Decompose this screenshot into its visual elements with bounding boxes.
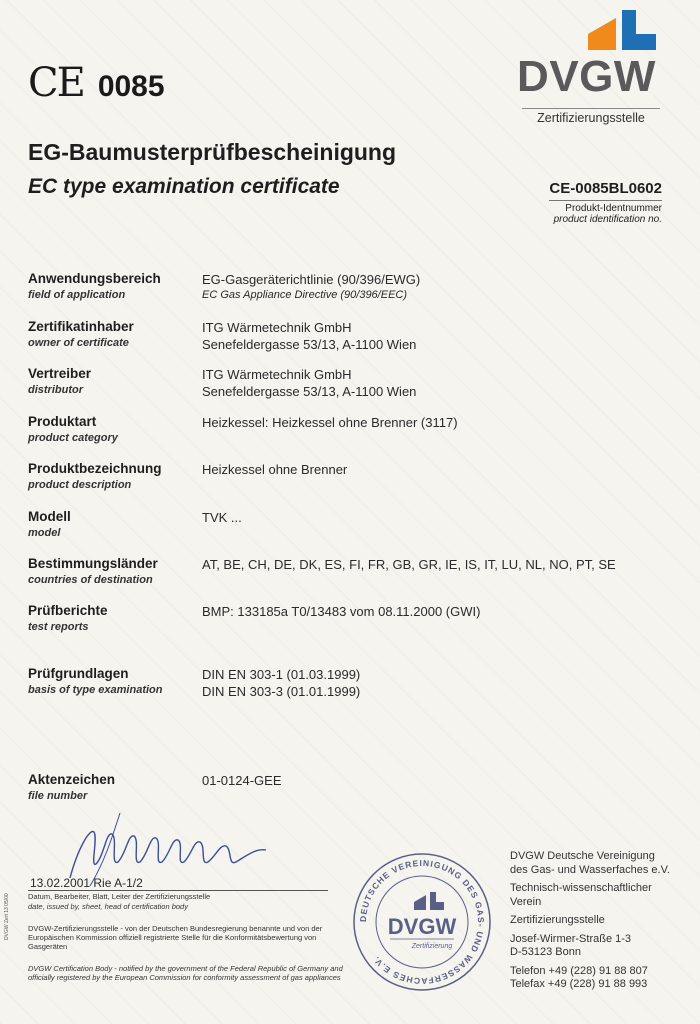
field-value: TVK ... <box>202 510 242 525</box>
field-label-en: test reports <box>28 621 89 633</box>
side-code: DVGW Zert 13 05/00 <box>4 893 10 940</box>
product-id-label-en: product identification no. <box>553 214 662 225</box>
footnote-english: DVGW Certification Body - notified by the government of the Federal Republic of Germany and officially registered by the European Commission for conformity assessment of gas appliances <box>28 964 343 982</box>
product-id-block <box>549 180 662 225</box>
field-value <box>202 319 416 353</box>
field-label-en: field of application <box>28 289 126 301</box>
product-id-code: CE-0085BL0602 <box>549 180 662 197</box>
field-value: Heizkessel: Heizkessel ohne Brenner (3117) <box>202 415 458 430</box>
stamp-logo-text: DVGW <box>387 914 457 939</box>
field-value: Heizkessel ohne Brenner <box>202 462 348 477</box>
field-label-en: basis of type examination <box>28 684 163 696</box>
value-line: Senefeldergasse 53/13, A-1100 Wien <box>202 337 417 352</box>
field-label-en: model <box>28 527 61 539</box>
stamp-ring-text: DEUTSCHE VEREINIGUNG DES GAS- UND WASSERFACHES E.V. <box>357 857 487 987</box>
field-label: Aktenzeichen <box>28 772 116 787</box>
field-label-en: file number <box>28 790 88 802</box>
field-label: Prüfgrundlagen <box>28 666 129 681</box>
date-caption-en: date, issued by, sheet, head of certification body <box>28 902 188 911</box>
logo-text: DVGW <box>517 52 656 101</box>
ce-symbol: CE <box>28 60 84 106</box>
address-line: D-53123 Bonn <box>510 946 581 958</box>
value-line: ITG Wärmetechnik GmbH <box>202 320 352 335</box>
value-line: DIN EN 303-3 (01.01.1999) <box>202 684 361 699</box>
value-line-en: EC Gas Appliance Directive (90/396/EEC) <box>202 289 408 301</box>
address-line: Josef-Wirmer-Straße 1-3 <box>510 932 632 945</box>
value-line: EG-Gasgeräterichtlinie (90/396/EWG) <box>202 272 421 287</box>
value-line: ITG Wärmetechnik GmbH <box>202 367 352 382</box>
ce-number: 0085 <box>97 70 165 103</box>
value-line: Senefeldergasse 53/13, A-1100 Wien <box>202 384 417 399</box>
address-line: Zertifizierungsstelle <box>510 914 605 926</box>
address-line: Verein <box>510 895 542 908</box>
field-label-en: distributor <box>28 384 83 396</box>
footnote-german: DVGW-Zertifizierungsstelle - von der Deutschen Bundesregierung benannte und von der Europäischen Kommission offiziell registrierte Stelle für die Konformitätsbewertung von Gasgeräten <box>28 924 323 951</box>
field-label-en: countries of destination <box>28 574 153 586</box>
address-fax: Telefax +49 (228) 91 88 993 <box>510 978 648 990</box>
field-label: Zertifikatinhaber <box>28 319 134 334</box>
field-value: AT, BE, CH, DE, DK, ES, FI, FR, GB, GR, IE, IS, IT, LU, NL, NO, PT, SE <box>202 557 616 572</box>
address-line: Technisch-wissenschaftlicher <box>510 882 652 894</box>
field-value <box>202 666 360 700</box>
field-label: Modell <box>28 509 71 524</box>
date-caption-de: Datum, Bearbeiter, Blatt, Leiter der Zertifizierungsstelle <box>28 892 211 901</box>
field-label: Prüfberichte <box>28 603 108 618</box>
field-label: Vertreiber <box>28 366 92 381</box>
ce-mark <box>28 60 165 106</box>
field-label: Produktbezeichnung <box>28 461 162 476</box>
address-line: DVGW Deutsche Vereinigung <box>510 850 655 862</box>
field-label-en: owner of certificate <box>28 337 129 349</box>
stamp-sub-text: Zertifizierung <box>411 943 453 950</box>
field-value: 01-0124-GEE <box>202 773 282 788</box>
title-german: EG-Baumusterprüfbescheinigung <box>28 139 397 165</box>
title-english: EC type examination certificate <box>28 175 340 198</box>
product-id-rule <box>549 200 662 201</box>
field-label: Bestimmungsländer <box>28 556 158 571</box>
date-rule <box>28 890 328 891</box>
value-line: DIN EN 303-1 (01.03.1999) <box>202 667 361 682</box>
field-label: Anwendungsbereich <box>28 271 161 286</box>
field-label-en: product category <box>28 432 118 444</box>
dvgw-stamp-icon <box>352 852 492 992</box>
field-label: Produktart <box>28 414 97 429</box>
product-id-label-de: Produkt-Identnummer <box>565 203 662 214</box>
field-value <box>202 366 416 400</box>
field-value: BMP: 133185a T0/13483 vom 08.11.2000 (GWI) <box>202 604 481 619</box>
logo-subtitle: Zertifizierungsstelle <box>522 108 660 125</box>
address-line: des Gas- und Wasserfaches e.V. <box>510 863 670 876</box>
address-phone: Telefon +49 (228) 91 88 807 <box>510 964 648 977</box>
field-value <box>202 271 420 302</box>
date-line: 13.02.2001 Rie A-1/2 <box>30 876 143 890</box>
field-label-en: product description <box>28 479 132 491</box>
address-block <box>510 850 670 992</box>
